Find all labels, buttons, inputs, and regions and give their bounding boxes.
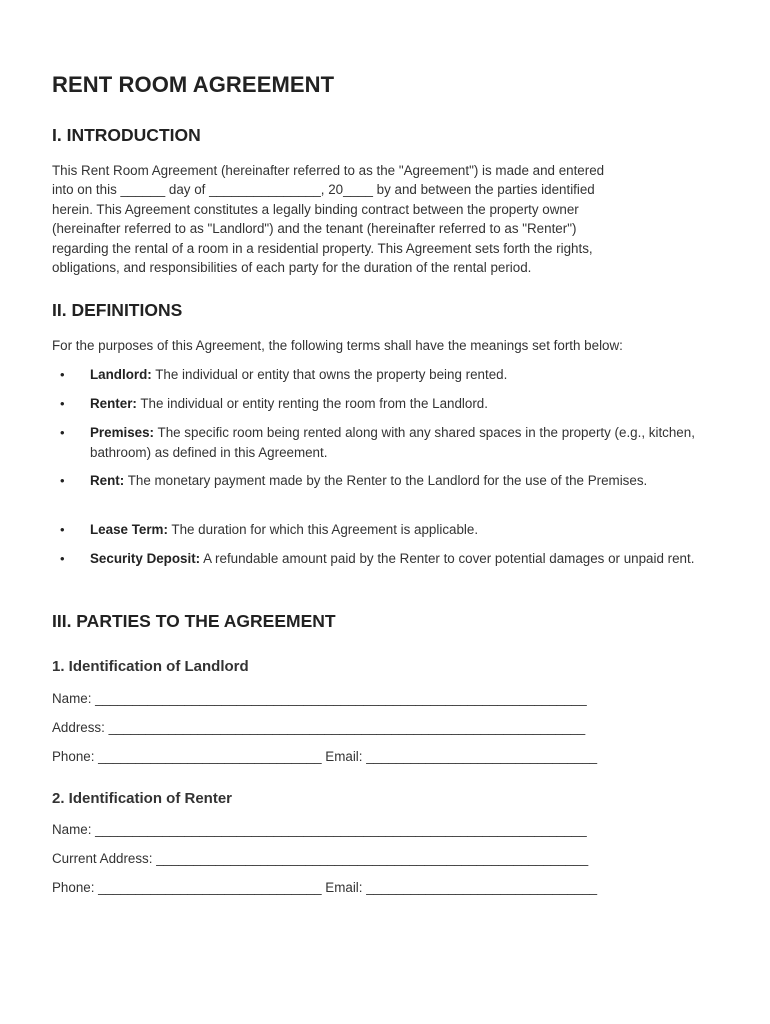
introduction-line: obligations, and responsibilities of each party for the duration of the rental period. (52, 260, 532, 275)
landlord-address-field[interactable]: Address: ________________________________________________________________ (52, 720, 586, 735)
list-item (60, 365, 702, 385)
landlord-heading: 1. Identification of Landlord (52, 658, 249, 675)
definitions-lead: For the purposes of this Agreement, the following terms shall have the meanings set forth below: (52, 338, 623, 353)
bullet-icon: • (60, 522, 65, 537)
definition-term: Rent: (90, 473, 125, 488)
definition-term: Landlord: (90, 367, 152, 382)
definition-text: The individual or entity that owns the property being rented. (151, 367, 508, 382)
introduction-line: herein. This Agreement constitutes a legally binding contract between the property owner (52, 201, 579, 217)
bullet-icon: • (60, 367, 65, 382)
definition-text: The specific room being rented along with any shared spaces in the property (e.g., kitchen, bathroom) as defined in this Agreement. (90, 425, 695, 460)
renter-name-field[interactable]: Name: __________________________________________________________________ (52, 822, 587, 837)
list-item (60, 394, 702, 414)
list-item (60, 471, 702, 491)
list-item (60, 549, 702, 569)
definition-text: The individual or entity renting the room from the Landlord. (136, 396, 488, 411)
introduction-line: regarding the rental of a room in a residential property. This Agreement sets forth the rights, (52, 240, 593, 256)
definition-term: Premises: (90, 425, 155, 440)
parties-heading: III. PARTIES TO THE AGREEMENT (52, 611, 336, 631)
renter-heading: 2. Identification of Renter (52, 790, 233, 807)
landlord-phone-email-field[interactable]: Phone: ______________________________ Email: _______________________________ (52, 749, 598, 764)
bullet-icon: • (60, 396, 65, 411)
renter-phone-email-field[interactable]: Phone: ______________________________ Email: _______________________________ (52, 880, 598, 895)
document-title: RENT ROOM AGREEMENT (52, 72, 335, 97)
bullet-icon: • (60, 425, 65, 440)
definition-term: Renter: (90, 396, 137, 411)
definition-text: A refundable amount paid by the Renter to cover potential damages or unpaid rent. (200, 551, 695, 566)
definition-term: Lease Term: (90, 522, 168, 537)
definition-text: The duration for which this Agreement is applicable. (167, 522, 479, 537)
definition-text: The monetary payment made by the Renter to the Landlord for the use of the Premises. (124, 473, 648, 488)
introduction-line: (hereinafter referred to as "Landlord") and the tenant (hereinafter referred to as "Renter") (52, 221, 577, 236)
bullet-icon: • (60, 473, 65, 488)
list-item (60, 520, 702, 540)
landlord-name-field[interactable]: Name: __________________________________________________________________ (52, 691, 587, 706)
renter-address-field[interactable]: Current Address: __________________________________________________________ (52, 851, 589, 866)
introduction-line: This Rent Room Agreement (hereinafter referred to as the "Agreement") is made and entered (52, 163, 605, 178)
introduction-line: into on this ______ day of _______________, 20____ by and between the parties identified (52, 182, 595, 197)
definitions-heading: II. DEFINITIONS (52, 300, 183, 320)
introduction-heading: I. INTRODUCTION (52, 125, 201, 145)
list-item (60, 423, 702, 462)
definition-term: Security Deposit: (90, 551, 201, 566)
bullet-icon: • (60, 551, 65, 566)
